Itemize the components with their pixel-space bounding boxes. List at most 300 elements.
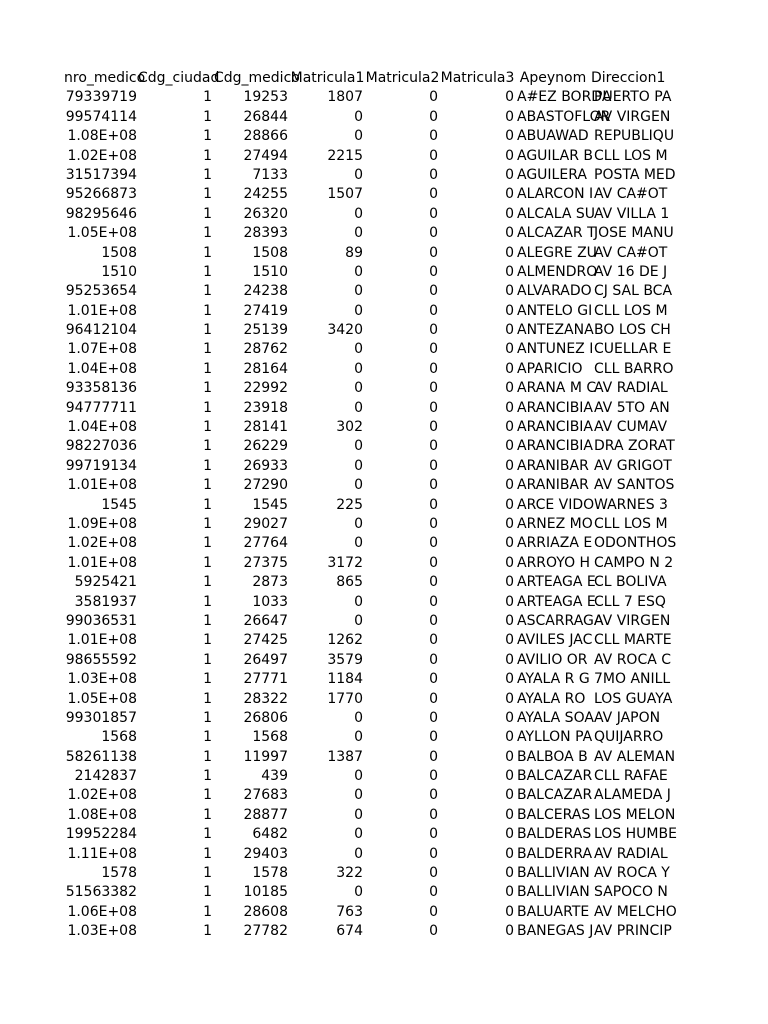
table-cell: 1 — [203, 845, 212, 862]
table-cell: AGUILERA — [517, 166, 587, 183]
table-cell: CLL LOS M — [594, 147, 668, 164]
table-cell: AYALA R G — [517, 671, 590, 688]
table-cell: 24238 — [243, 283, 288, 300]
table-row — [62, 612, 671, 631]
table-cell: AV ALEMAN — [594, 748, 676, 765]
table-cell: 0 — [429, 186, 438, 203]
table-cell: 0 — [429, 108, 438, 125]
table-row — [62, 709, 664, 728]
table-cell: 26933 — [243, 457, 288, 474]
table-cell: AV CUMAV — [594, 419, 668, 436]
table-cell: 95253654 — [65, 283, 137, 300]
table-cell: 1 — [203, 477, 212, 494]
table-cell: 1.02E+08 — [67, 147, 137, 164]
table-cell: 0 — [429, 923, 438, 940]
table-cell: 0 — [429, 457, 438, 474]
table-cell: 99301857 — [65, 709, 137, 726]
table-cell: ALAMEDA J — [594, 787, 671, 804]
table-cell: 0 — [354, 399, 363, 416]
table-cell: 1 — [203, 205, 212, 222]
table-cell: ALARCON I — [517, 186, 594, 203]
table-row — [62, 554, 674, 573]
table-cell: 0 — [354, 457, 363, 474]
table-cell: 0 — [429, 225, 438, 242]
table-cell: 0 — [505, 108, 514, 125]
spreadsheet — [62, 69, 677, 942]
table-cell: 0 — [505, 166, 514, 183]
table-cell: 95266873 — [65, 186, 137, 203]
table-cell: 19253 — [243, 89, 288, 106]
table-cell: 0 — [505, 748, 514, 765]
table-cell: 0 — [429, 341, 438, 358]
table-cell: 0 — [354, 477, 363, 494]
table-cell: 0 — [505, 729, 514, 746]
table-cell: 0 — [429, 651, 438, 668]
table-cell: AV MELCHO — [594, 903, 677, 920]
table-cell: 1 — [203, 108, 212, 125]
table-cell: 5925421 — [74, 574, 137, 591]
table-cell: 0 — [354, 845, 363, 862]
table-cell: 0 — [354, 593, 363, 610]
table-cell: 2142837 — [74, 768, 137, 785]
table-cell: 1.01E+08 — [67, 477, 137, 494]
table-cell: 0 — [429, 574, 438, 591]
header-cell: nro_medico — [64, 70, 146, 86]
table-cell: ARANCIBIA — [517, 438, 594, 455]
table-cell: AV VIRGEN — [594, 612, 671, 629]
table-cell: 11997 — [243, 748, 288, 765]
table-cell: 1.11E+08 — [67, 845, 137, 862]
table-cell: 0 — [429, 147, 438, 164]
table-cell: 0 — [505, 806, 514, 823]
table-cell: AV CA#OT — [594, 186, 668, 203]
table-cell: 1 — [203, 865, 212, 882]
table-cell: 0 — [505, 244, 514, 261]
table-cell: 0 — [354, 380, 363, 397]
table-row — [62, 748, 676, 767]
table-row — [62, 457, 672, 476]
table-cell: 27494 — [243, 147, 288, 164]
table-cell: 10185 — [243, 884, 288, 901]
table-cell: 0 — [429, 360, 438, 377]
table-cell: 1262 — [327, 632, 363, 649]
table-cell: 51563382 — [65, 884, 137, 901]
table-cell: 1.02E+08 — [67, 787, 137, 804]
table-cell: 0 — [354, 166, 363, 183]
table-cell: 1 — [203, 283, 212, 300]
table-cell: 3581937 — [74, 593, 137, 610]
table-row — [62, 263, 668, 282]
table-cell: 0 — [505, 845, 514, 862]
table-row — [62, 302, 668, 321]
table-row — [62, 418, 668, 437]
table-cell: BALCERAS — [517, 806, 591, 823]
table-cell: 27425 — [243, 632, 288, 649]
header-cell: Apeynom — [519, 70, 587, 86]
table-cell: ARNEZ MO — [517, 515, 593, 532]
table-cell: 1 — [203, 166, 212, 183]
table-cell: AV PRINCIP — [594, 923, 672, 940]
table-cell: 1.01E+08 — [67, 302, 137, 319]
table-cell: 22992 — [243, 380, 288, 397]
table-cell: 29403 — [243, 845, 288, 862]
table-cell: 1.08E+08 — [67, 128, 137, 145]
table-cell: 1.05E+08 — [67, 690, 137, 707]
table-cell: 28164 — [243, 360, 288, 377]
table-cell: 1 — [203, 515, 212, 532]
table-cell: CAMPO N 2 — [594, 554, 674, 571]
table-cell: 0 — [429, 671, 438, 688]
table-cell: REPUBLIQU — [594, 128, 675, 145]
table-cell: DRA ZORAT — [594, 438, 675, 455]
table-cell: 1387 — [327, 748, 363, 765]
table-cell: LOS HUMBE — [594, 826, 677, 843]
table-cell: 0 — [505, 263, 514, 280]
table-cell: ANTEZANA — [517, 322, 594, 339]
table-row — [62, 399, 670, 418]
table-cell: AV VIRGEN — [594, 108, 671, 125]
table-cell: ARRIAZA E — [517, 535, 593, 552]
table-cell: 1 — [203, 535, 212, 552]
table-cell: 674 — [336, 923, 363, 940]
table-cell: 0 — [354, 709, 363, 726]
table-row — [62, 147, 668, 166]
table-cell: 1 — [203, 651, 212, 668]
table-row — [62, 651, 672, 670]
table-cell: 1.04E+08 — [67, 419, 137, 436]
table-cell: 0 — [429, 477, 438, 494]
table-cell: 0 — [354, 787, 363, 804]
table-cell: 3172 — [327, 554, 363, 571]
table-cell: 26806 — [243, 709, 288, 726]
table-cell: 0 — [505, 477, 514, 494]
table-cell: 1 — [203, 826, 212, 843]
table-cell: 1 — [203, 147, 212, 164]
table-cell: 0 — [429, 205, 438, 222]
table-cell: BALDERRA — [517, 845, 593, 862]
table-cell: 23918 — [243, 399, 288, 416]
table-cell: 19952284 — [65, 826, 137, 843]
table-cell: 1 — [203, 574, 212, 591]
table-cell: 0 — [429, 166, 438, 183]
table-cell: 0 — [354, 263, 363, 280]
table-cell: 0 — [505, 787, 514, 804]
table-cell: 1 — [203, 768, 212, 785]
table-cell: 31517394 — [65, 166, 137, 183]
table-cell: 1 — [203, 302, 212, 319]
table-cell: 0 — [505, 826, 514, 843]
table-cell: 1 — [203, 457, 212, 474]
table-cell: 0 — [505, 865, 514, 882]
table-cell: 1 — [203, 903, 212, 920]
table-cell: PUERTO PA — [594, 89, 672, 106]
table-cell: 0 — [505, 554, 514, 571]
table-cell: 1 — [203, 923, 212, 940]
table-cell: AV GRIGOT — [594, 457, 672, 474]
table-row — [62, 883, 668, 902]
header-cell: Matricula2 — [365, 70, 440, 86]
table-cell: 1.08E+08 — [67, 806, 137, 823]
table-cell: 865 — [336, 574, 363, 591]
table-row — [62, 786, 671, 805]
table-cell: ALCAZAR T — [517, 225, 596, 242]
table-cell: 1184 — [327, 671, 363, 688]
table-cell: 0 — [505, 651, 514, 668]
table-cell: 0 — [505, 360, 514, 377]
table-row — [62, 767, 668, 786]
table-cell: 1545 — [252, 496, 288, 513]
table-cell: 0 — [429, 845, 438, 862]
table-cell: CL BOLIVA — [594, 574, 667, 591]
table-cell: 0 — [429, 884, 438, 901]
table-cell: 1 — [203, 322, 212, 339]
table-cell: 1 — [203, 632, 212, 649]
table-cell: 0 — [354, 535, 363, 552]
table-cell: ANTELO GI — [517, 302, 593, 319]
table-cell: 0 — [429, 380, 438, 397]
table-cell: 0 — [354, 302, 363, 319]
table-cell: BALLIVIAN — [517, 884, 590, 901]
table-cell: 1 — [203, 186, 212, 203]
table-cell: 1 — [203, 593, 212, 610]
table-cell: ALMENDRO — [517, 263, 598, 280]
table-row — [62, 690, 673, 709]
table-cell: 0 — [505, 535, 514, 552]
table-cell: ALEGRE ZU — [517, 244, 597, 261]
table-row — [62, 728, 664, 747]
table-row — [62, 379, 668, 398]
table-cell: 0 — [505, 632, 514, 649]
table-cell: 0 — [505, 612, 514, 629]
table-row — [62, 593, 664, 612]
table-cell: 25139 — [243, 322, 288, 339]
table-cell: 0 — [505, 515, 514, 532]
table-cell: 0 — [354, 205, 363, 222]
table-cell: JOSE MANU — [594, 225, 674, 242]
header-cell: Matricula1 — [290, 70, 365, 86]
table-row — [62, 903, 677, 922]
table-cell: 0 — [505, 399, 514, 416]
header-cell: Cdg_ciudad — [138, 70, 220, 86]
table-row — [62, 922, 672, 941]
table-row — [62, 127, 675, 146]
table-cell: AGUILAR B — [517, 147, 594, 164]
table-cell: 0 — [505, 671, 514, 688]
table-cell: ARTEAGA E — [517, 593, 596, 610]
table-cell: 1.07E+08 — [67, 341, 137, 358]
table-cell: 1 — [203, 496, 212, 513]
table-cell: 1.03E+08 — [67, 923, 137, 940]
table-cell: ALCALA SU — [517, 205, 596, 222]
table-cell: 26229 — [243, 438, 288, 455]
table-cell: ARCE VIDO — [517, 496, 595, 513]
table-cell: 1 — [203, 709, 212, 726]
table-cell: 1568 — [252, 729, 288, 746]
table-cell: ARANCIBIA — [517, 419, 594, 436]
table-cell: AVILIO OR — [517, 651, 588, 668]
data-rows — [62, 88, 677, 941]
table-cell: 1 — [203, 263, 212, 280]
table-cell: 0 — [505, 89, 514, 106]
table-cell: CLL BARRO — [594, 360, 674, 377]
table-cell: QUIJARRO — [594, 729, 664, 746]
table-cell: AVILES JAC — [517, 632, 593, 649]
table-cell: 26647 — [243, 612, 288, 629]
table-cell: 0 — [354, 108, 363, 125]
table-cell: ARANCIBIA — [517, 399, 594, 416]
table-row — [62, 185, 668, 204]
table-cell: 0 — [429, 263, 438, 280]
table-cell: 439 — [261, 768, 288, 785]
header-cell: Direccion1 — [591, 70, 666, 86]
table-cell: 1.02E+08 — [67, 535, 137, 552]
table-cell: CUELLAR E — [594, 341, 672, 358]
table-cell: 7MO ANILL — [594, 671, 671, 688]
table-cell: 27419 — [243, 302, 288, 319]
table-cell: ARTEAGA E — [517, 574, 596, 591]
table-cell: 1 — [203, 244, 212, 261]
table-cell: 0 — [429, 865, 438, 882]
table-cell: 7133 — [252, 166, 288, 183]
table-cell: 0 — [354, 729, 363, 746]
table-cell: 28393 — [243, 225, 288, 242]
table-cell: 1507 — [327, 186, 363, 203]
table-cell: 1578 — [252, 865, 288, 882]
table-cell: 28762 — [243, 341, 288, 358]
table-cell: 1568 — [101, 729, 137, 746]
table-cell: 0 — [429, 244, 438, 261]
table-cell: 0 — [429, 612, 438, 629]
table-cell: 0 — [429, 554, 438, 571]
table-cell: 0 — [429, 322, 438, 339]
table-cell: 0 — [429, 903, 438, 920]
table-cell: 0 — [429, 748, 438, 765]
table-cell: 0 — [505, 205, 514, 222]
table-cell: BALBOA B — [517, 748, 588, 765]
table-cell: 0 — [429, 515, 438, 532]
table-cell: 89 — [345, 244, 363, 261]
table-cell: 1 — [203, 671, 212, 688]
table-cell: 1 — [203, 748, 212, 765]
table-cell: 58261138 — [65, 748, 137, 765]
table-cell: AV CA#OT — [594, 244, 668, 261]
table-cell: 1 — [203, 89, 212, 106]
table-cell: 99574114 — [65, 108, 137, 125]
table-cell: LOS MELON — [594, 806, 676, 823]
table-cell: BALDERAS — [517, 826, 592, 843]
table-cell: AV JAPON — [594, 709, 661, 726]
table-cell: 0 — [505, 283, 514, 300]
table-cell: 1033 — [252, 593, 288, 610]
table-cell: 322 — [336, 865, 363, 882]
table-cell: 0 — [505, 302, 514, 319]
table-cell: 0 — [505, 768, 514, 785]
table-cell: 1.04E+08 — [67, 360, 137, 377]
table-cell: LOS GUAYA — [594, 690, 673, 707]
table-cell: BALCAZAR — [517, 768, 593, 785]
table-cell: 98655592 — [65, 651, 137, 668]
table-cell: 28866 — [243, 128, 288, 145]
table-cell: APARICIO — [517, 360, 583, 377]
table-cell: 0 — [505, 341, 514, 358]
table-cell: 0 — [505, 225, 514, 242]
table-cell: POSTA MED — [594, 166, 676, 183]
table-row — [62, 108, 671, 127]
table-cell: AYALA RO — [517, 690, 586, 707]
table-row — [62, 573, 667, 592]
table-cell: 1545 — [101, 496, 137, 513]
table-row — [62, 515, 668, 534]
table-cell: 28877 — [243, 806, 288, 823]
table-row — [62, 496, 668, 515]
table-cell: ABASTOFLOR — [517, 108, 611, 125]
table-cell: 26844 — [243, 108, 288, 125]
table-cell: 1 — [203, 399, 212, 416]
table-cell: 0 — [429, 89, 438, 106]
table-cell: 0 — [429, 399, 438, 416]
table-cell: 3420 — [327, 322, 363, 339]
table-cell: 1 — [203, 729, 212, 746]
table-row — [62, 360, 674, 379]
table-cell: 0 — [505, 128, 514, 145]
table-row — [62, 224, 674, 243]
table-cell: 3579 — [327, 651, 363, 668]
table-cell: AV 5TO AN — [594, 399, 670, 416]
table-row — [62, 825, 677, 844]
table-cell: A#EZ BORDA — [517, 89, 612, 106]
table-cell: 0 — [429, 787, 438, 804]
table-cell: 1510 — [101, 263, 137, 280]
table-cell: 0 — [354, 826, 363, 843]
table-cell: ARROYO H — [517, 554, 591, 571]
table-cell: 0 — [505, 322, 514, 339]
table-cell: CLL RAFAE — [594, 768, 668, 785]
table-row — [62, 670, 671, 689]
table-cell: AV RADIAL — [594, 380, 668, 397]
table-cell: 0 — [429, 768, 438, 785]
table-cell: 0 — [354, 884, 363, 901]
table-cell: 6482 — [252, 826, 288, 843]
table-cell: 0 — [429, 709, 438, 726]
table-row — [62, 244, 668, 263]
table-cell: 0 — [429, 593, 438, 610]
table-cell: 1 — [203, 419, 212, 436]
table-cell: 1.06E+08 — [67, 903, 137, 920]
table-cell: 24255 — [243, 186, 288, 203]
table-row — [62, 845, 668, 864]
table-cell: 0 — [429, 535, 438, 552]
table-cell: 96412104 — [65, 322, 137, 339]
table-cell: 0 — [354, 438, 363, 455]
table-cell: 0 — [429, 302, 438, 319]
table-cell: 1 — [203, 380, 212, 397]
table-cell: SAPOCO N — [594, 884, 668, 901]
table-cell: CLL MARTE — [594, 632, 672, 649]
table-cell: 1508 — [101, 244, 137, 261]
table-cell: 0 — [505, 186, 514, 203]
table-cell: 1 — [203, 128, 212, 145]
table-cell: 0 — [505, 709, 514, 726]
table-cell: 0 — [505, 438, 514, 455]
table-cell: 0 — [354, 360, 363, 377]
table-cell: 26497 — [243, 651, 288, 668]
table-cell: 0 — [429, 632, 438, 649]
table-cell: 1 — [203, 787, 212, 804]
table-row — [62, 476, 675, 495]
table-cell: AV ROCA C — [594, 651, 672, 668]
table-cell: 0 — [505, 380, 514, 397]
table-cell: 0 — [429, 806, 438, 823]
